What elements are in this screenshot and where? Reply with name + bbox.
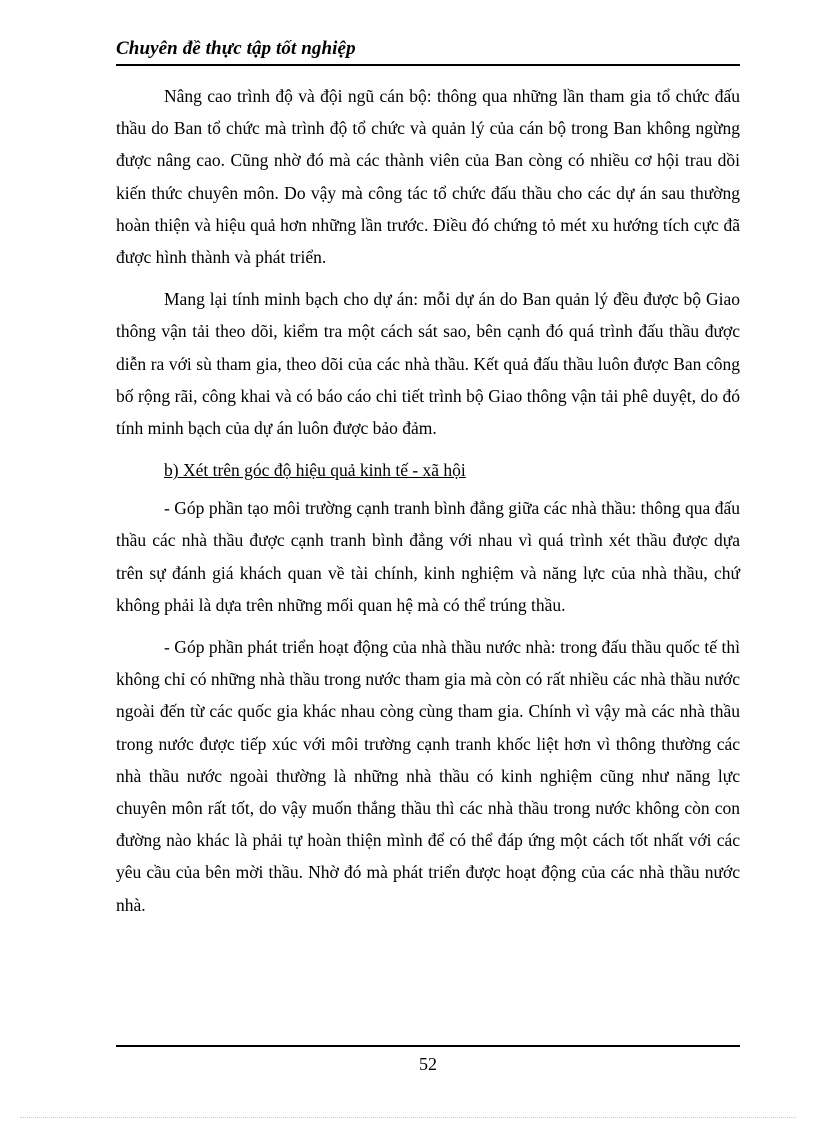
paragraph-domestic-contractors: - Góp phần phát triển hoạt động của nhà thầu nước nhà: trong đấu thầu quốc tế thì không chỉ có những nhà thầu trong nước tham gia mà còn có rất nhiều các nhà thầu nước ngoài đến từ các quốc gia khác nhau còng cùng tham gia. Chính vì vậy mà các nhà thầu trong nước được tiếp xúc với môi trường cạnh tranh khốc liệt hơn vì thông thường các nhà thầu nước ngoài thường là những nhà thầu có kinh nghiệm cũng như năng lực chuyên môn rất tốt, do vậy muốn thắng thầu thì các nhà thầu trong nước không còn con đường nào khác là phải tự hoàn thiện mình để có thể đáp ứng một cách tốt nhất với các yêu cầu của bên mời thầu. Nhờ đó mà phát triển được hoạt động của các nhà thầu nước nhà.: [116, 637, 740, 915]
section-heading-text: b) Xét trên góc độ hiệu quả kinh tế - xã hội: [164, 460, 466, 481]
page-number: 52: [419, 1054, 437, 1074]
paragraph-staff-capacity: Nâng cao trình độ và đội ngũ cán bộ: thông qua những lần tham gia tổ chức đấu thầu do Ban tổ chức mà trình độ tổ chức và quản lý của cán bộ trong Ban không ngừng được nâng cao. Cũng nhờ đó mà các thành viên của Ban còng có nhiều cơ hội trau dồi kiến thức chuyên môn. Do vậy mà công tác tổ chức đấu thầu cho các dự án sau thường hoàn thiện và hiệu quả hơn những lần trước. Điều đó chứng tỏ mét xu hướng tích cực đã được hình thành và phát triển.: [116, 86, 740, 268]
header-title: Chuyên đề thực tập tốt nghiệp: [116, 38, 356, 59]
page-header: [116, 36, 740, 66]
paragraph-competition: - Góp phần tạo môi trường cạnh tranh bình đẳng giữa các nhà thầu: thông qua đấu thầu các nhà thầu được cạnh tranh bình đẳng với nhau vì quá trình xét thầu được dựa trên sự đánh giá khách quan về tài chính, kinh nghiệm và năng lực của nhà thầu, chứ không phải là dựa trên những mối quan hệ mà có thể trúng thầu.: [116, 498, 740, 615]
paragraph-transparency: Mang lại tính minh bạch cho dự án: mỗi dự án do Ban quản lý đều được bộ Giao thông vận tải theo dõi, kiểm tra một cách sát sao, bên cạnh đó quá trình đấu thầu được diễn ra với sù tham gia, theo dõi của các nhà thầu. Kết quả đấu thầu luôn được Ban công bố rộng rãi, công khai và có báo cáo chi tiết trình bộ Giao thông vận tải phê duyệt, do đó tính minh bạch của dự án luôn được bảo đảm.: [116, 289, 740, 439]
document-body: [116, 80, 740, 931]
footer-divider: [116, 1045, 740, 1047]
page-bottom-border: [20, 1117, 796, 1118]
section-heading: [116, 454, 740, 486]
